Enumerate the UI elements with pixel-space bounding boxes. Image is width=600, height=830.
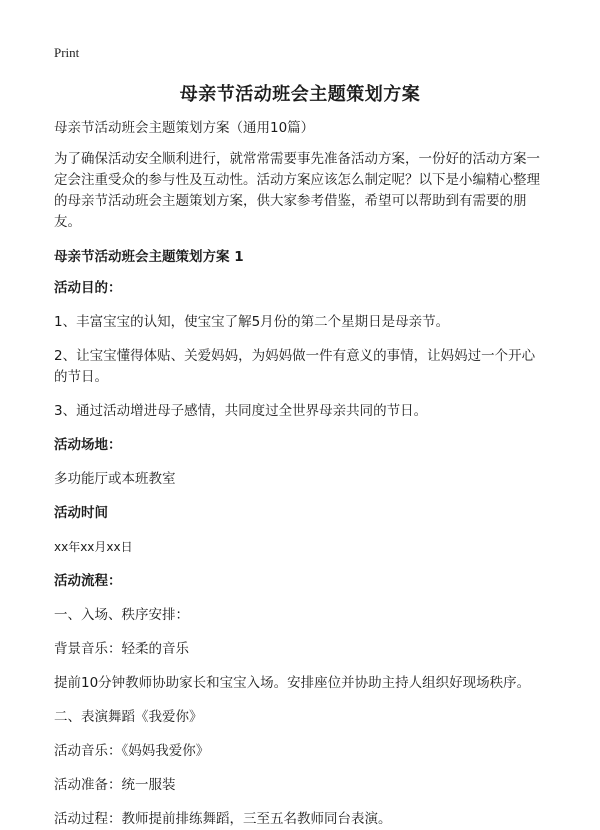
flow-item: 提前10分钟教师协助家长和宝宝入场。安排座位并协助主持人组织好现场秩序。 — [54, 675, 531, 691]
intro-paragraph: 为了确保活动安全顺利进行，就常常需要事先准备活动方案，一份好的活动方案一定会注重受众的参与性及互动性。活动方案应该怎么制定呢？以下是小编精心整理的母亲节活动班会主题策划方案，供大家参考借鉴，希望可以帮助到有需要的朋友。 — [54, 151, 540, 230]
flow-item: 一、入场、秩序安排： — [54, 607, 189, 623]
goal-heading: 活动目的： — [54, 280, 122, 296]
print-link[interactable]: Print — [54, 45, 80, 60]
section-heading: 母亲节活动班会主题策划方案 1 — [54, 249, 244, 265]
flow-item: 二、表演舞蹈《我爱你》 — [54, 709, 203, 725]
time-text: xx年xx月xx日 — [54, 540, 133, 554]
goal-item: 1、丰富宝宝的认知，使宝宝了解5月份的第二个星期日是母亲节。 — [54, 314, 450, 330]
document-body — [54, 118, 548, 830]
flow-item: 背景音乐：轻柔的音乐 — [54, 641, 189, 657]
document-subtitle: 母亲节活动班会主题策划方案（通用10篇） — [54, 120, 315, 136]
goal-item: 2、让宝宝懂得体贴、关爱妈妈，为妈妈做一件有意义的事情，让妈妈过一个开心的节日。 — [54, 348, 536, 385]
venue-heading: 活动场地： — [54, 437, 122, 453]
time-heading: 活动时间 — [54, 505, 108, 521]
flow-item: 活动准备：统一服装 — [54, 777, 176, 793]
flow-item: 活动音乐：《妈妈我爱你》 — [54, 743, 210, 759]
venue-text: 多功能厅或本班教室 — [54, 471, 176, 487]
document-title: 母亲节活动班会主题策划方案 — [179, 84, 421, 105]
goal-item: 3、通过活动增进母子感情，共同度过全世界母亲共同的节日。 — [54, 403, 428, 419]
flow-heading: 活动流程： — [54, 573, 122, 589]
flow-item: 活动过程：教师提前排练舞蹈，三至五名教师同台表演。 — [54, 811, 392, 827]
